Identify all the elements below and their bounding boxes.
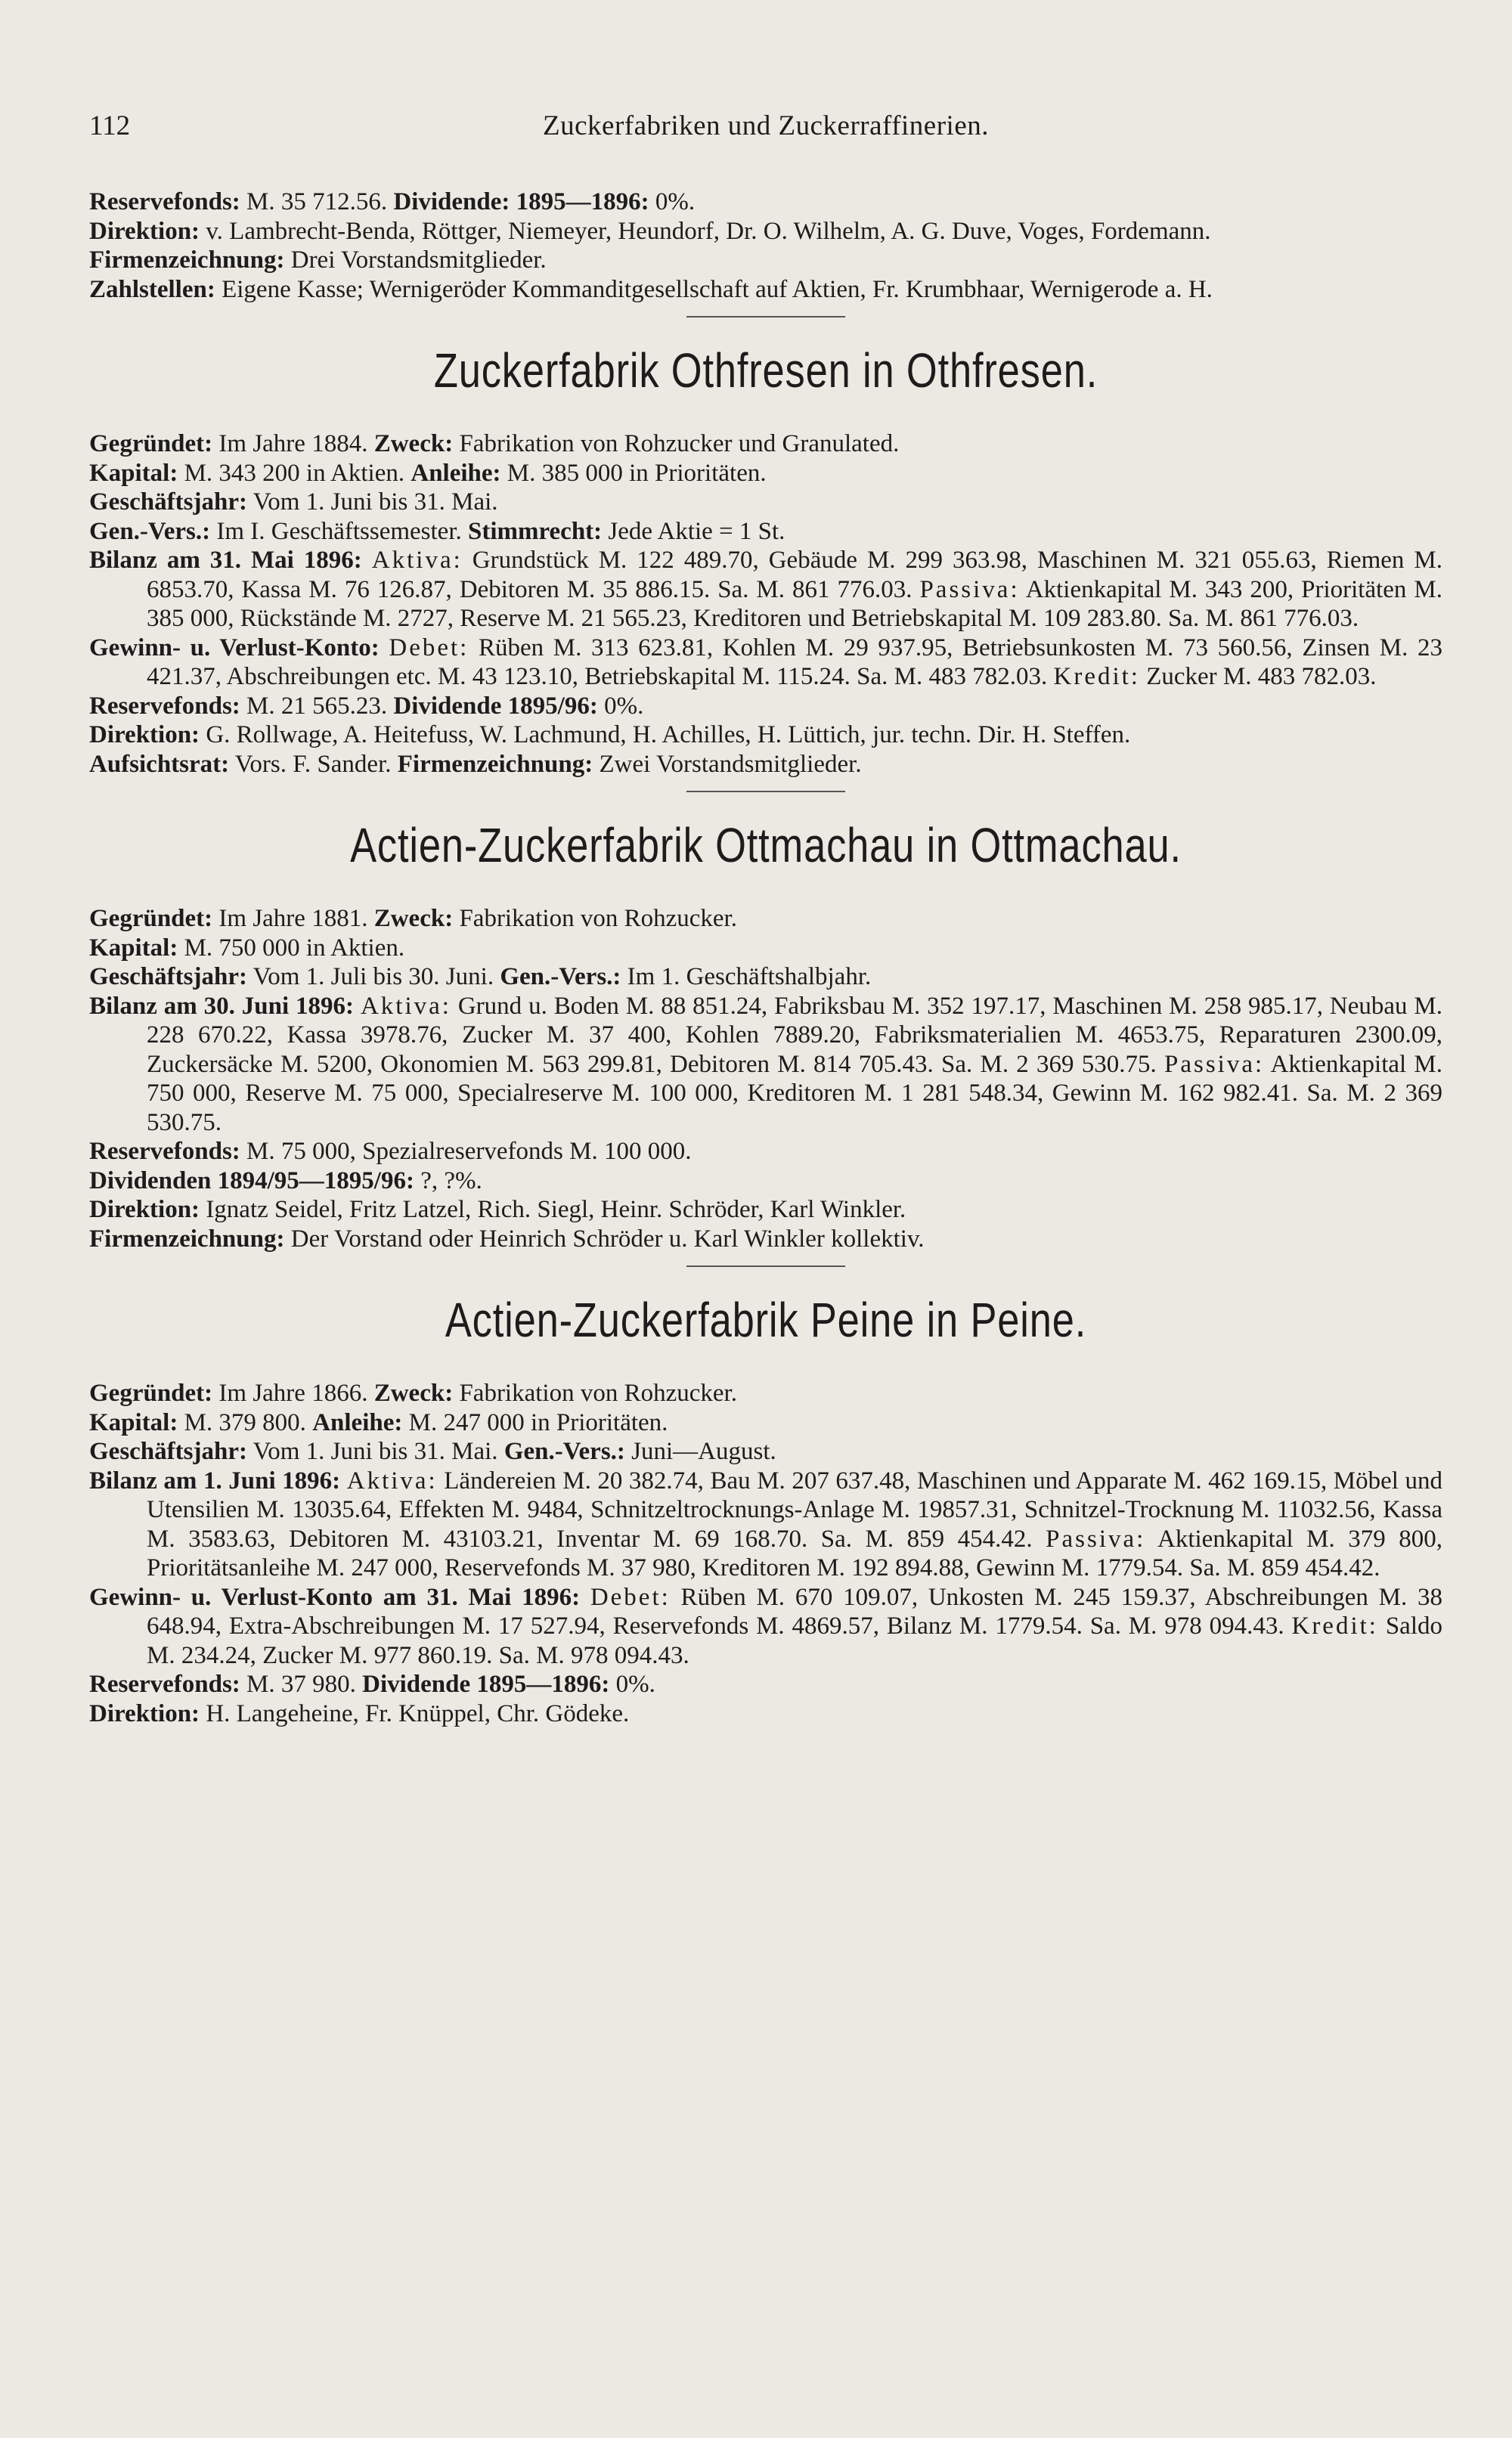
entry-firmenzeichnung: Firmenzeichnung: Der Vorstand oder Heinrich Schröder u. Karl Winkler kollektiv. [89, 1225, 925, 1253]
section-title-othfresen: Zuckerfabrik Othfresen in Othfresen. [433, 343, 1098, 398]
entry-bilanz: Bilanz am 1. Juni 1896: Aktiva: Ländereien M. 20 382.74, Bau M. 207 637.48, Maschinen und Apparate M. 462 169.15, Möbel und Utensilien M. 13035.64, Effekten M. 9484, Schnitzeltrocknungs-Anlage M. 19857.31, Schnitzel-Trocknung M. 11032.56, Kassa M. 3583.63, Debitoren M. 43103.21, Inventar M. 69 168.70. Sa. M. 859 454.42. Passiva: Aktienkapital M. 379 800, Prioritätsanleihe M. 247 000, Reservefonds M. 37 980, Kreditoren M. 192 894.88, Gewinn M. 1779.54. Sa. M. 859 454.42. [89, 1467, 1443, 1581]
entry-gegruendet: Gegründet: Im Jahre 1884. Zweck: Fabrikation von Rohzucker und Granulated. [89, 430, 900, 457]
entry-reservefonds: Reservefonds: M. 37 980. Dividende 1895—1896: 0%. [89, 1671, 655, 1698]
entry-firmenzeichnung: Firmenzeichnung: Drei Vorstandsmitglieder. [89, 246, 547, 274]
entry-direktion: Direktion: v. Lambrecht-Benda, Röttger, Niemeyer, Heundorf, Dr. O. Wilhelm, A. G. Duve, Voges, Fordemann. [89, 217, 1211, 245]
entry-gegruendet: Gegründet: Im Jahre 1866. Zweck: Fabrikation von Rohzucker. [89, 1380, 737, 1407]
entry-kapital: Kapital: M. 750 000 in Aktien. [89, 934, 405, 962]
entry-bilanz: Bilanz am 31. Mai 1896: Aktiva: Grundstück M. 122 489.70, Gebäude M. 299 363.98, Maschinen M. 321 055.63, Riemen M. 6853.70, Kassa M. 76 126.87, Debitoren M. 35 886.15. Sa. M. 861 776.03. Passiva: Aktienkapital M. 343 200, Prioritäten M. 385 000, Rückstände M. 2727, Reserve M. 21 565.23, Kreditoren und Betriebskapital M. 109 283.80. Sa. M. 861 776.03. [89, 547, 1442, 632]
section-title-peine: Actien-Zuckerfabrik Peine in Peine. [445, 1293, 1087, 1347]
entry-gegruendet: Gegründet: Im Jahre 1881. Zweck: Fabrikation von Rohzucker. [89, 905, 737, 932]
entry-zahlstellen: Zahlstellen: Eigene Kasse; Wernigeröder Kommanditgesellschaft auf Aktien, Fr. Krumbhaar, Wernigerode a. H. [89, 275, 1213, 303]
entry-direktion: Direktion: G. Rollwage, A. Heitefuss, W. Lachmund, H. Achilles, H. Lüttich, jur. techn. Dir. H. Steffen. [89, 721, 1131, 748]
page-number: 112 [89, 110, 131, 141]
section-title-ottmachau: Actien-Zuckerfabrik Ottmachau in Ottmachau. [350, 818, 1182, 872]
section-divider [686, 316, 845, 318]
entry-reservefonds: Reservefonds: M. 21 565.23. Dividende 1895/96: 0%. [89, 692, 644, 720]
entry-reservefonds: Reservefonds: M. 35 712.56. Dividende: 1895—1896: 0%. [89, 188, 696, 215]
entry-gewinn-verlust: Gewinn- u. Verlust-Konto am 31. Mai 1896: Debet: Rüben M. 670 109.07, Unkosten M. 245 159.37, Abschreibungen M. 38 648.94, Extra-Abschreibungen M. 17 527.94, Reservefonds M. 4869.57, Bilanz M. 1779.54. Sa. M. 978 094.43. Kredit: Saldo M. 234.24, Zucker M. 977 860.19. Sa. M. 978 094.43. [89, 1583, 1442, 1669]
entry-direktion: Direktion: Ignatz Seidel, Fritz Latzel, Rich. Siegl, Heinr. Schröder, Karl Winkler. [89, 1196, 906, 1223]
entry-gen-vers: Gen.-Vers.: Im I. Geschäftssemester. Stimmrecht: Jede Aktie = 1 St. [89, 517, 785, 545]
entry-direktion: Direktion: H. Langeheine, Fr. Knüppel, Chr. Gödeke. [89, 1699, 630, 1727]
section-divider [686, 1265, 845, 1267]
entry-gewinn-verlust: Gewinn- u. Verlust-Konto: Debet: Rüben M. 313 623.81, Kohlen M. 29 937.95, Betriebsunkosten M. 73 560.56, Zinsen M. 23 421.37, Abschreibungen etc. M. 43 123.10, Betriebskapital M. 115.24. Sa. M. 483 782.03. Kredit: Zucker M. 483 782.03. [89, 634, 1442, 690]
entry-dividenden: Dividenden 1894/95—1895/96: ?, ?%. [89, 1166, 482, 1194]
page-header [89, 110, 1442, 155]
entry-geschaeftsjahr: Geschäftsjahr: Vom 1. Juni bis 31. Mai. [89, 488, 498, 516]
entry-reservefonds: Reservefonds: M. 75 000, Spezialreservefonds M. 100 000. [89, 1138, 692, 1165]
page-content [89, 187, 1442, 1728]
entry-geschaeftsjahr: Geschäftsjahr: Vom 1. Juni bis 31. Mai. Gen.-Vers.: Juni—August. [89, 1438, 776, 1465]
entry-kapital: Kapital: M. 343 200 in Aktien. Anleihe: M. 385 000 in Prioritäten. [89, 459, 767, 487]
entry-bilanz: Bilanz am 30. Juni 1896: Aktiva: Grund u. Boden M. 88 851.24, Fabriksbau M. 352 197.17, Maschinen M. 258 985.17, Neubau M. 228 670.22, Kassa 3978.76, Zucker M. 37 400, Kohlen 7889.20, Fabriksmaterialien M. 4653.75, Reparaturen 2300.09, Zuckersäcke M. 5200, Okonomien M. 563 299.81, Debitoren M. 814 705.43. Sa. M. 2 369 530.75. Passiva: Aktienkapital M. 750 000, Reserve M. 75 000, Specialreserve M. 100 000, Kreditoren M. 1 281 548.34, Gewinn M. 162 982.41. Sa. M. 2 369 530.75. [89, 992, 1443, 1136]
running-title: Zuckerfabriken und Zuckerraffinerien. [543, 110, 989, 141]
section-divider [686, 791, 845, 792]
entry-geschaeftsjahr: Geschäftsjahr: Vom 1. Juli bis 30. Juni. Gen.-Vers.: Im 1. Geschäftshalbjahr. [89, 963, 872, 990]
entry-kapital: Kapital: M. 379 800. Anleihe: M. 247 000 in Prioritäten. [89, 1408, 668, 1436]
entry-aufsichtsrat: Aufsichtsrat: Vors. F. Sander. Firmenzeichnung: Zwei Vorstandsmitglieder. [89, 750, 862, 778]
